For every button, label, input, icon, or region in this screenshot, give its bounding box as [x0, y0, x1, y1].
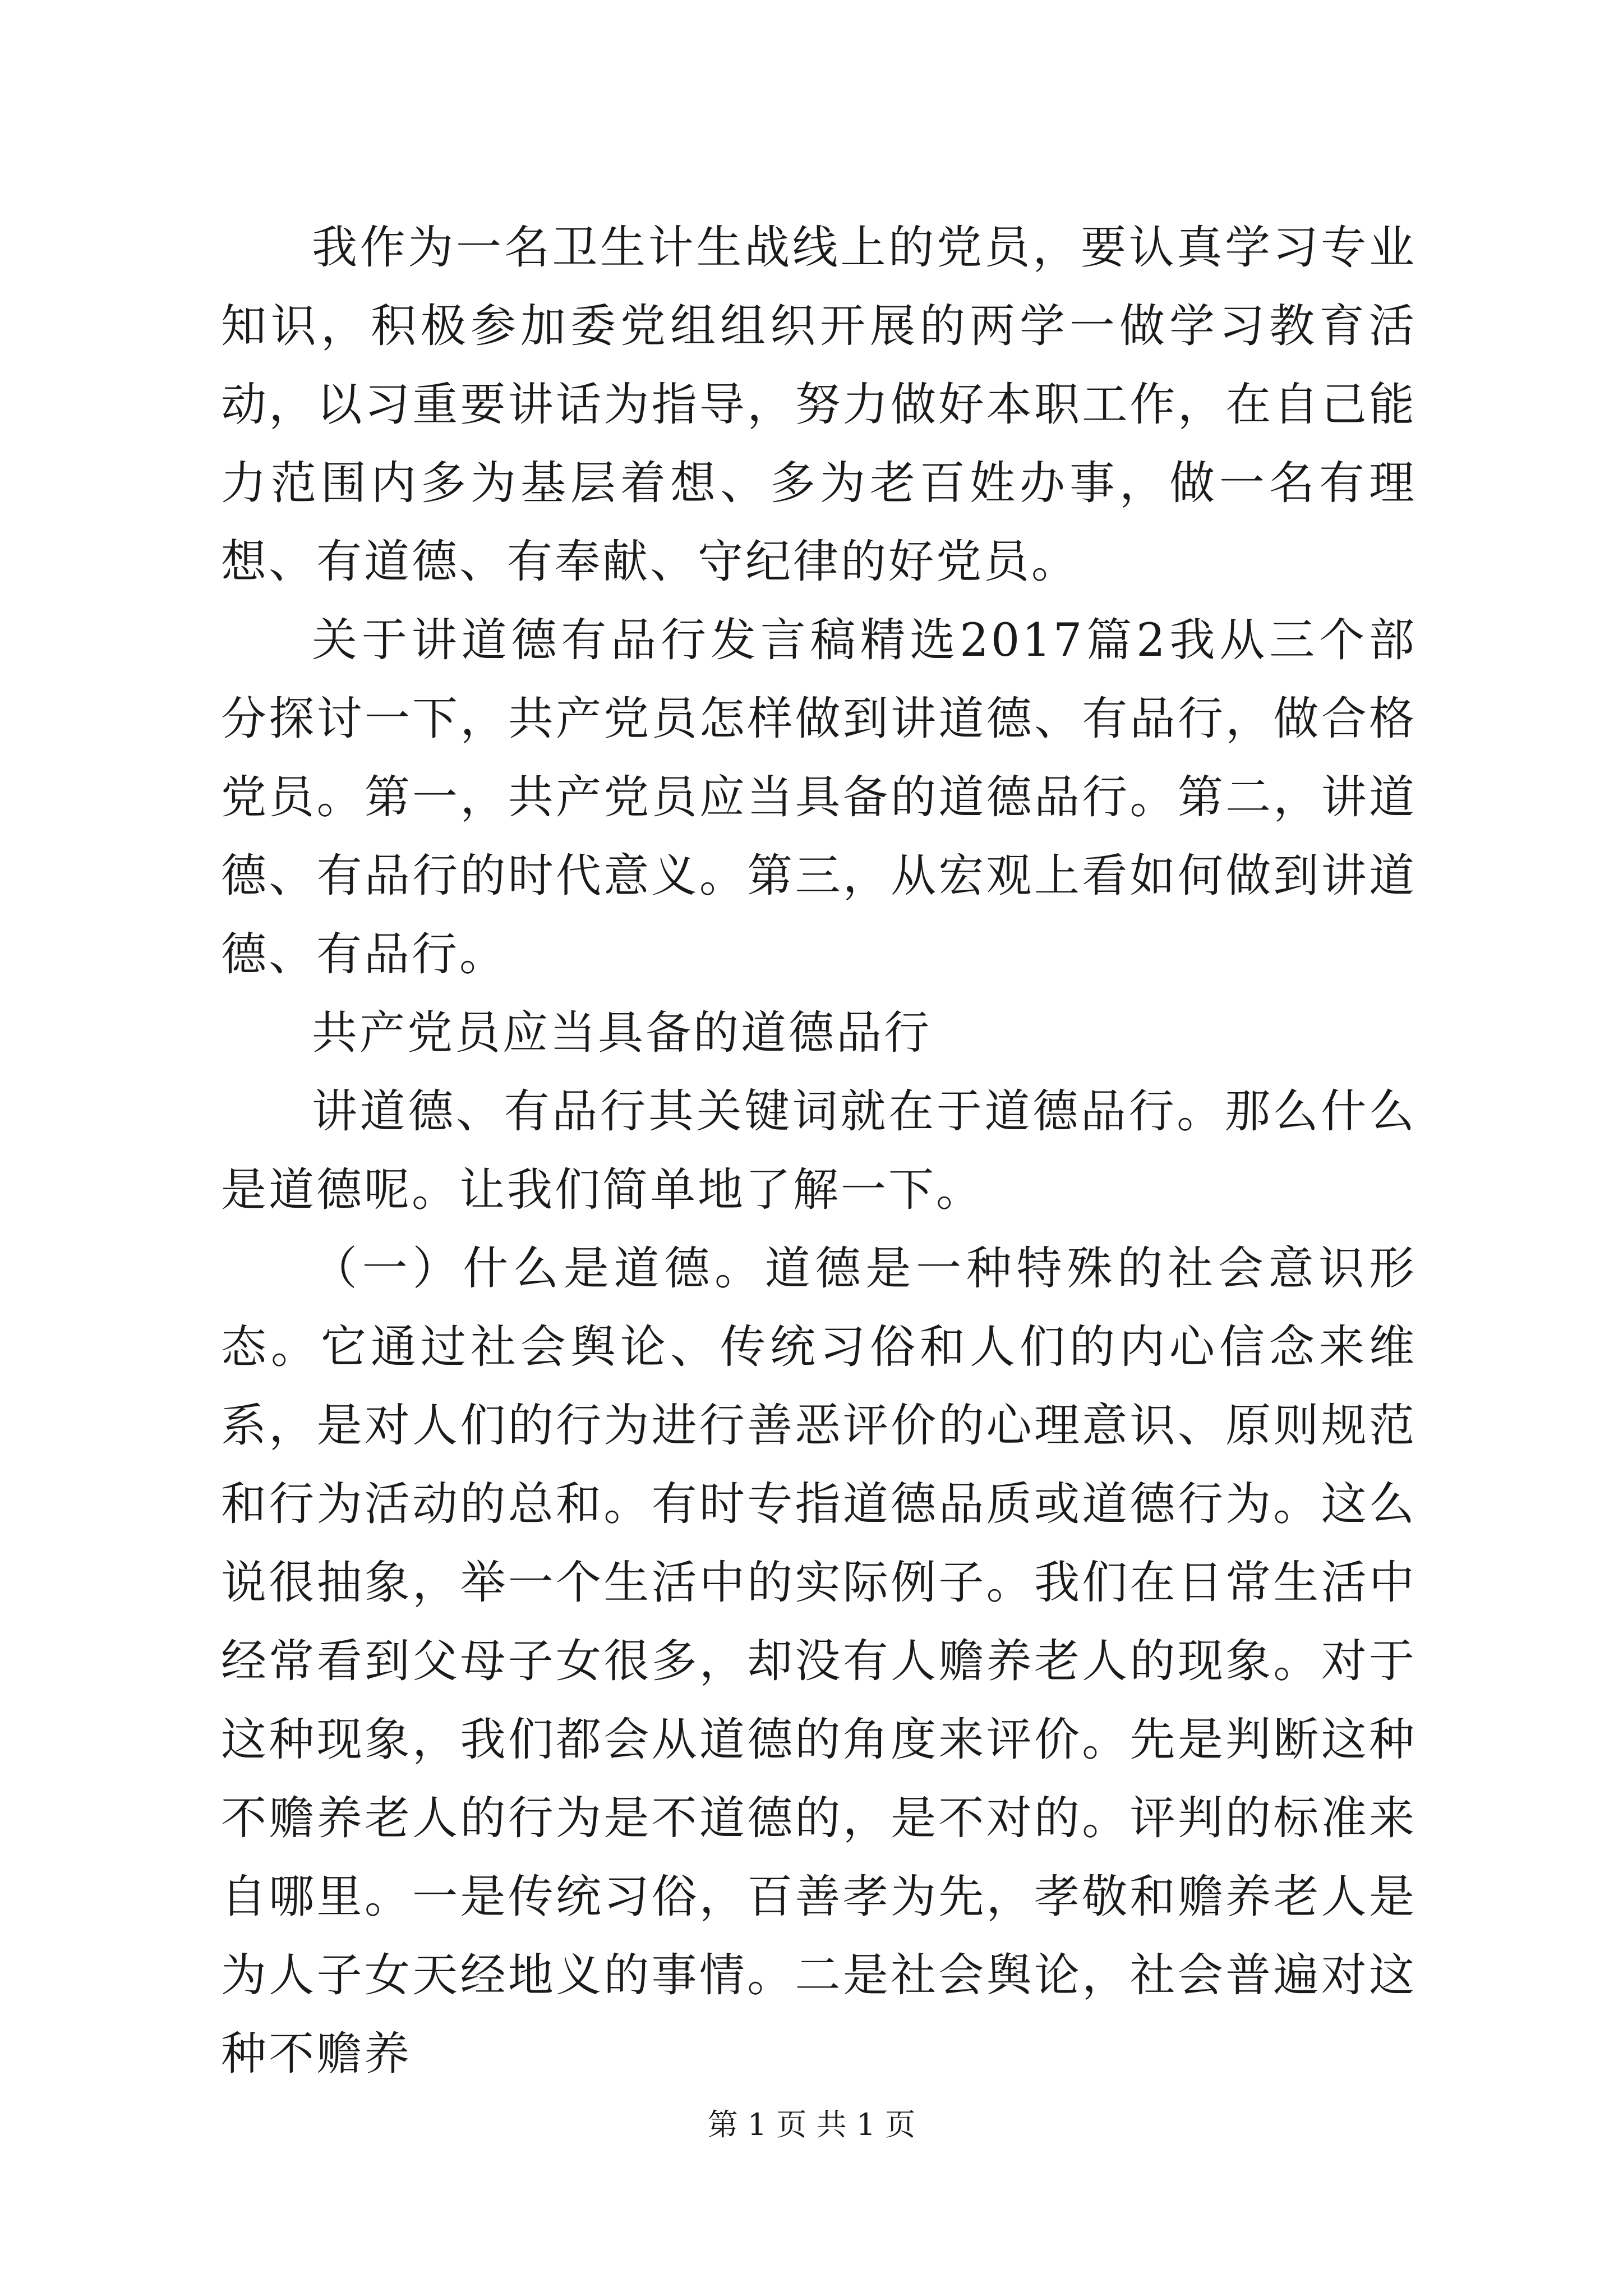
- paragraph-2: 关于讲道德有品行发言稿精选2017篇2我从三个部分探讨一下，共产党员怎样做到讲道德、有品行，做合格党员。第一，共产党员应当具备的道德品行。第二，讲道德、有品行的时代意义。第三，从宏观上看如何做到讲道德、有品行。: [221, 614, 1417, 981]
- section-heading: 共产党员应当具备的道德品行: [312, 1007, 932, 1060]
- page-footer: 第 1 页 共 1 页: [707, 2107, 916, 2142]
- paragraph-1: 我作为一名卫生计生战线上的党员，要认真学习专业知识，积极参加委党组组织开展的两学一做学习教育活动，以习重要讲话为指导，努力做好本职工作，在自己能力范围内多为基层着想、多为老百姓办事，做一名有理想、有道德、有奉献、守纪律的好党员。: [221, 222, 1417, 588]
- document-body: [221, 209, 1417, 2093]
- paragraph-4: （一）什么是道德。道德是一种特殊的社会意识形态。它通过社会舆论、传统习俗和人们的内心信念来维系，是对人们的行为进行善恶评价的心理意识、原则规范和行为活动的总和。有时专指道德品质或道德行为。这么说很抽象，举一个生活中的实际例子。我们在日常生活中经常看到父母子女很多，却没有人赡养老人的现象。对于这种现象，我们都会从道德的角度来评价。先是判断这种不赡养老人的行为是不道德的，是不对的。评判的标准来自哪里。一是传统习俗，百善孝为先，孝敬和赡养老人是为人子女天经地义的事情。二是社会舆论，社会普遍对这种不赡养: [221, 1243, 1417, 2081]
- paragraph-3: 讲道德、有品行其关键词就在于道德品行。那么什么是道德呢。让我们简单地了解一下。: [221, 1085, 1417, 1217]
